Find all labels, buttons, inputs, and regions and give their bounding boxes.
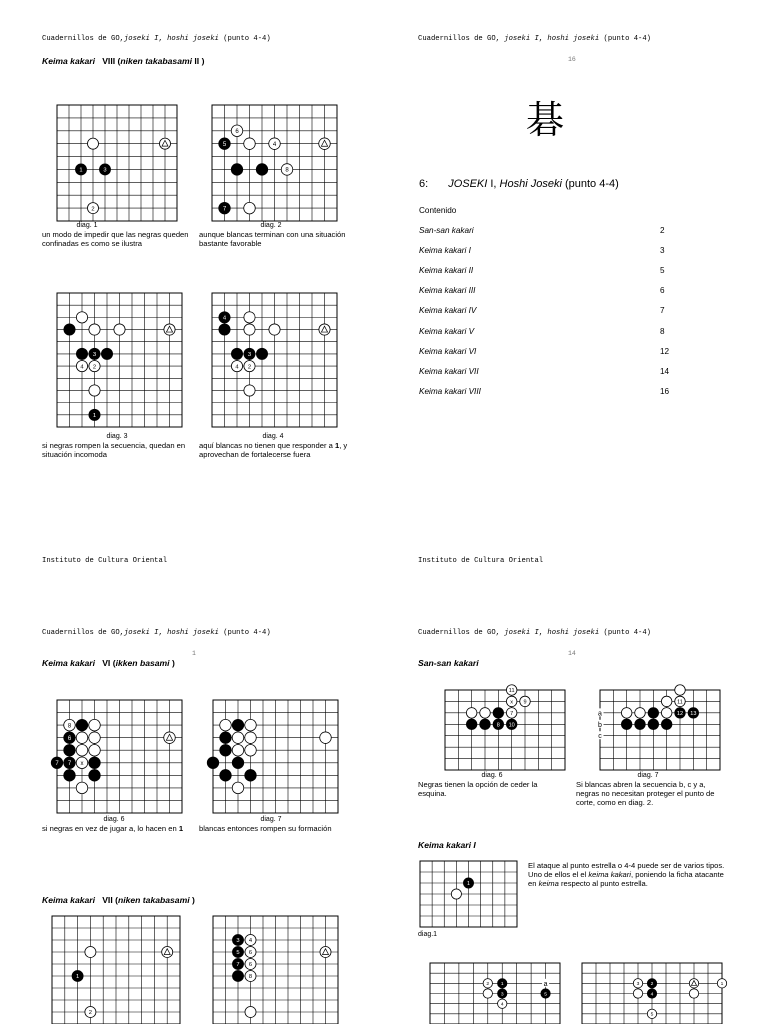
white-stone bbox=[451, 889, 461, 899]
white-stone bbox=[661, 708, 672, 719]
black-stone bbox=[76, 348, 87, 359]
white-stone bbox=[245, 732, 257, 744]
page-number: 16 bbox=[568, 56, 576, 63]
go-board bbox=[52, 916, 180, 1024]
toc-title: San-san kakari bbox=[419, 226, 474, 235]
move-number: 1 bbox=[92, 413, 97, 420]
move-number: 5 bbox=[236, 950, 240, 957]
white-stone bbox=[633, 989, 642, 998]
move-number: 10 bbox=[508, 722, 515, 729]
toc-page: 12 bbox=[660, 346, 670, 356]
black-stone bbox=[207, 757, 219, 769]
move-number: 4 bbox=[500, 1002, 504, 1008]
diagram-caption: un modo de impedir que las negras queden confinadas es como se ilustra bbox=[42, 230, 189, 249]
move-number: 3 bbox=[247, 352, 252, 359]
toc-title: Keima kakari V bbox=[419, 326, 475, 336]
toc-title: Keima kakari VI bbox=[419, 346, 477, 356]
move-number: 7 bbox=[55, 761, 59, 768]
move-number: 3 bbox=[236, 938, 240, 945]
move-number: 5 bbox=[544, 992, 547, 998]
move-number: 5 bbox=[222, 141, 227, 148]
white-stone bbox=[76, 312, 87, 323]
board-letter: a bbox=[598, 710, 602, 718]
move-number: 8 bbox=[67, 723, 72, 730]
white-stone bbox=[244, 324, 255, 335]
toc-row bbox=[419, 226, 679, 238]
go-board bbox=[212, 105, 337, 221]
chapter-heading: 6: JOSEKI I, Hoshi Joseki (punto 4-4) bbox=[419, 178, 619, 190]
white-stone bbox=[245, 744, 257, 756]
move-number: 7 bbox=[67, 761, 72, 768]
section-title: Keima kakari VIII (niken takabasami II ) bbox=[42, 56, 205, 66]
toc-page: 6 bbox=[660, 286, 665, 296]
diagram-caption: si negras en vez de jugar a, lo hacen en 1 bbox=[42, 824, 184, 833]
intro-paragraph: El ataque al punto estrella o 4-4 puede ser de varios tipos. Uno de ellos el el keima kakari, poniendo la ficha atacante en keima respecto al punto estrella. bbox=[528, 861, 725, 889]
move-number: 7 bbox=[222, 206, 227, 213]
toc-title: Keima kakari I bbox=[419, 246, 471, 256]
move-number: 4 bbox=[80, 364, 84, 371]
black-stone bbox=[64, 324, 75, 335]
toc-title: Keima kakari VII bbox=[419, 366, 479, 376]
white-stone bbox=[466, 708, 477, 719]
black-stone bbox=[64, 770, 76, 782]
black-stone bbox=[480, 719, 491, 730]
move-number: 8 bbox=[496, 722, 500, 729]
move-number: 5 bbox=[650, 1012, 654, 1018]
move-number: 13 bbox=[690, 710, 697, 717]
white-stone bbox=[114, 324, 125, 335]
move-number: 4 bbox=[272, 141, 277, 148]
white-stone bbox=[85, 946, 96, 957]
diagram-label: diag. 6 bbox=[481, 772, 503, 779]
white-stone bbox=[320, 732, 332, 744]
kanji-go: 碁 bbox=[526, 98, 565, 142]
white-stone bbox=[244, 312, 255, 323]
toc-page: 14 bbox=[660, 366, 670, 376]
white-stone bbox=[232, 782, 244, 794]
black-stone bbox=[219, 324, 230, 335]
page-header: Cuadernillos de GO,joseki I, hoshi joseki (punto 4-4) bbox=[42, 35, 271, 43]
section-title: Keima kakari VII (niken takabasami ) bbox=[42, 895, 195, 905]
move-number: 1 bbox=[720, 982, 724, 988]
go-board bbox=[51, 700, 182, 813]
toc-title: Keima kakari VIII bbox=[419, 386, 481, 396]
move-number: 3 bbox=[103, 167, 107, 174]
diagram-label: diag. 4 bbox=[262, 433, 284, 440]
page-footer: Instituto de Cultura Oriental bbox=[418, 557, 544, 565]
diagram-label: diag. 3 bbox=[106, 433, 128, 440]
white-stone bbox=[621, 708, 632, 719]
toc-page: 16 bbox=[660, 386, 670, 396]
move-number: 2 bbox=[92, 364, 97, 371]
move-number: 4 bbox=[650, 992, 654, 998]
move-number: 2 bbox=[91, 206, 95, 213]
black-stone bbox=[621, 719, 632, 730]
black-stone bbox=[231, 164, 243, 176]
go-board bbox=[582, 963, 727, 1024]
move-number: 3 bbox=[92, 352, 97, 359]
diagram-caption: Negras tienen la opción de ceder la esquina. bbox=[418, 780, 538, 799]
white-stone bbox=[245, 1006, 256, 1017]
black-stone bbox=[635, 719, 646, 730]
go-board bbox=[57, 105, 177, 221]
white-stone bbox=[232, 744, 244, 756]
move-number: 6 bbox=[248, 950, 253, 957]
white-stone bbox=[89, 324, 100, 335]
move-number: 2 bbox=[486, 982, 490, 988]
diagram-caption: Si blancas abren la secuencia b, c y a, negras no necesitan proteger el punto de corte, como en diag. 2. bbox=[576, 780, 715, 808]
toc-page: 5 bbox=[660, 266, 665, 276]
go-board bbox=[597, 685, 721, 770]
move-number: 8 bbox=[285, 167, 289, 174]
move-number: 1 bbox=[467, 881, 470, 888]
black-stone bbox=[232, 757, 244, 769]
board-letter: c bbox=[598, 733, 602, 741]
white-stone bbox=[480, 708, 491, 719]
white-stone bbox=[269, 324, 280, 335]
move-number: 12 bbox=[676, 710, 684, 717]
page-number: 14 bbox=[568, 650, 576, 657]
page-header: Cuadernillos de GO,joseki I, hoshi joseki (punto 4-4) bbox=[42, 629, 271, 637]
white-stone bbox=[483, 989, 492, 998]
go-board bbox=[207, 700, 338, 813]
toc-row bbox=[419, 387, 679, 399]
go-board bbox=[213, 916, 338, 1024]
toc-page: 8 bbox=[660, 326, 665, 336]
toc-page: 3 bbox=[660, 246, 665, 256]
contents-label: Contenido bbox=[419, 206, 457, 215]
toc-row bbox=[419, 306, 679, 318]
section-title: Keima kakari VI (ikken basami ) bbox=[42, 658, 175, 668]
move-number: 4 bbox=[248, 938, 253, 945]
toc-row bbox=[419, 367, 679, 379]
toc-row bbox=[419, 266, 679, 278]
black-stone bbox=[89, 770, 101, 782]
move-number: x bbox=[510, 699, 514, 706]
move-number: x bbox=[80, 761, 84, 768]
white-stone bbox=[76, 744, 88, 756]
diagram-label: diag. 7 bbox=[637, 772, 659, 779]
toc-row bbox=[419, 246, 679, 258]
toc-title: Keima kakari IV bbox=[419, 306, 477, 316]
go-board bbox=[212, 293, 337, 427]
move-number: 2 bbox=[650, 982, 654, 988]
toc-title: Keima kakari III bbox=[419, 286, 476, 296]
black-stone bbox=[648, 708, 659, 719]
black-stone bbox=[648, 719, 659, 730]
diagram-label: diag. 7 bbox=[260, 816, 282, 823]
toc-row bbox=[419, 327, 679, 339]
white-stone bbox=[232, 732, 244, 744]
board-letter: a bbox=[543, 980, 548, 988]
diagram-label: diag. 1 bbox=[76, 222, 98, 229]
black-stone bbox=[231, 348, 242, 359]
black-stone bbox=[89, 757, 101, 769]
move-number: 7 bbox=[510, 710, 514, 717]
white-stone bbox=[689, 989, 698, 998]
diagram-caption: aquí blancas no tienen que responder a 1, y aprovechan de fortalecerse fuera bbox=[199, 441, 348, 460]
go-board bbox=[445, 685, 565, 770]
move-number: 8 bbox=[248, 974, 253, 981]
black-stone bbox=[64, 744, 76, 756]
white-stone bbox=[245, 719, 257, 731]
move-number: 1 bbox=[500, 982, 504, 988]
move-number: 3 bbox=[636, 982, 640, 988]
black-stone bbox=[493, 708, 504, 719]
white-stone bbox=[89, 719, 101, 731]
section-title: Keima kakari I bbox=[418, 840, 476, 850]
page-header: Cuadernillos de GO, joseki I, hoshi joseki (punto 4-4) bbox=[418, 629, 651, 637]
black-stone bbox=[220, 732, 232, 744]
black-stone bbox=[220, 744, 232, 756]
page-number: 1 bbox=[192, 650, 196, 657]
board-letter: b bbox=[598, 721, 602, 729]
go-board bbox=[430, 963, 560, 1024]
diagram-caption: si negras rompen la secuencia, quedan en situación incomoda bbox=[42, 441, 186, 460]
move-number: 3 bbox=[500, 992, 504, 998]
move-number: 6 bbox=[67, 735, 72, 742]
move-number: 2 bbox=[88, 1010, 93, 1017]
diagram-label: diag.1 bbox=[418, 931, 438, 938]
white-stone bbox=[89, 744, 101, 756]
move-number: 6 bbox=[235, 129, 239, 136]
toc-row bbox=[419, 347, 679, 359]
diagram-label: diag. 6 bbox=[103, 816, 125, 823]
go-board bbox=[420, 861, 517, 927]
move-number: 7 bbox=[236, 962, 240, 969]
toc-page: 2 bbox=[660, 226, 665, 235]
white-stone bbox=[635, 708, 646, 719]
diagram-label: diag. 2 bbox=[260, 222, 282, 229]
move-number: 11 bbox=[508, 688, 515, 695]
black-stone bbox=[256, 348, 267, 359]
white-stone bbox=[87, 138, 98, 149]
white-stone bbox=[76, 732, 88, 744]
go-board bbox=[57, 293, 182, 427]
black-stone bbox=[101, 348, 112, 359]
page-header: Cuadernillos de GO, joseki I, hoshi joseki (punto 4-4) bbox=[418, 35, 651, 43]
diagram-caption: blancas entonces rompen su formación bbox=[199, 824, 332, 833]
white-stone bbox=[244, 138, 256, 150]
toc-row bbox=[419, 286, 679, 298]
black-stone bbox=[245, 770, 257, 782]
move-number: 6 bbox=[248, 962, 253, 969]
black-stone bbox=[232, 970, 243, 981]
diagram-caption: aunque blancas terminan con una situación bastante favorable bbox=[199, 230, 346, 249]
move-number: 11 bbox=[677, 699, 683, 706]
white-stone bbox=[244, 202, 256, 214]
section-title: San-san kakari bbox=[418, 658, 479, 668]
move-number: 1 bbox=[79, 167, 83, 174]
move-number: 4 bbox=[222, 315, 227, 322]
white-stone bbox=[76, 782, 88, 794]
white-stone bbox=[244, 385, 255, 396]
move-number: 4 bbox=[235, 364, 239, 371]
black-stone bbox=[466, 719, 477, 730]
move-number: 2 bbox=[247, 364, 252, 371]
black-stone bbox=[76, 719, 88, 731]
black-stone bbox=[661, 719, 672, 730]
white-stone bbox=[675, 685, 686, 696]
white-stone bbox=[89, 732, 101, 744]
toc-page: 7 bbox=[660, 306, 665, 316]
black-stone bbox=[256, 164, 268, 176]
toc-title: Keima kakari II bbox=[419, 266, 474, 276]
white-stone bbox=[220, 719, 232, 731]
black-stone bbox=[232, 719, 244, 731]
page-footer: Instituto de Cultura Oriental bbox=[42, 557, 168, 565]
move-number: 1 bbox=[75, 974, 80, 981]
white-stone bbox=[89, 385, 100, 396]
black-stone bbox=[220, 770, 232, 782]
white-stone bbox=[661, 696, 672, 707]
move-number: 9 bbox=[523, 699, 527, 706]
